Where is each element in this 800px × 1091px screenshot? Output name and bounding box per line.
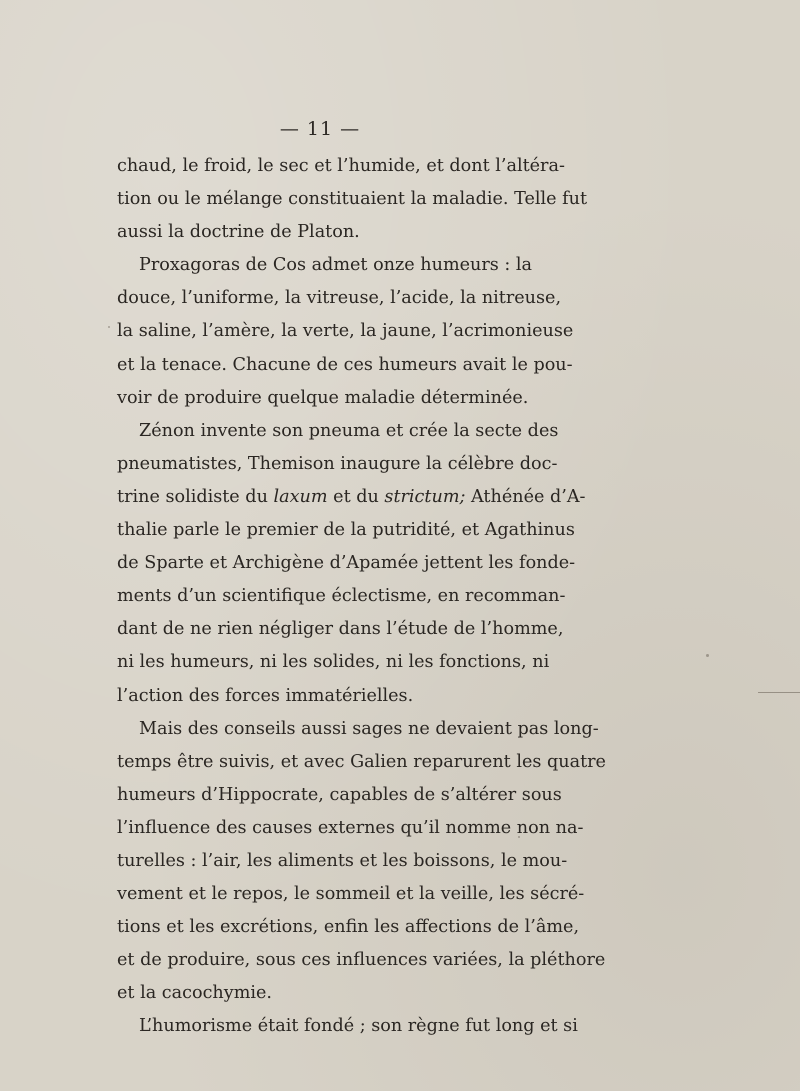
text-line: Proxagoras de Cos admet onze humeurs : la	[139, 255, 533, 276]
text-line: dant de ne rien négliger dans l’étude de l’homme,	[117, 619, 564, 640]
text-line: et la cacochymie.	[117, 983, 273, 1004]
body-text	[117, 150, 606, 1044]
text-line: tions et les excrétions, enfin les affections de l’âme,	[117, 917, 580, 938]
paper-speck	[518, 836, 520, 838]
text-line: aussi la doctrine de Platon.	[117, 222, 360, 243]
text-line-with-italics	[117, 481, 586, 514]
text-line: L’humorisme était fondé ; son règne fut long et si	[139, 1016, 578, 1037]
paper-speck	[706, 654, 709, 657]
text-line: Mais des conseils aussi sages ne devaient pas long-	[139, 718, 599, 739]
italic-term: laxum	[273, 486, 328, 507]
margin-mark	[758, 692, 800, 693]
text-line: temps être suivis, et avec Galien reparurent les quatre	[117, 751, 606, 772]
text-line: voir de produire quelque maladie déterminée.	[117, 387, 529, 408]
paper-speck	[108, 326, 110, 328]
line-fragment: et du	[327, 486, 385, 507]
text-line: humeurs d’Hippocrate, capables de s’altérer sous	[117, 784, 562, 805]
text-line: l’influence des causes externes qu’il nomme non na-	[117, 817, 584, 838]
text-line: tion ou le mélange constituaient la maladie. Telle fut	[117, 189, 588, 210]
text-line: la saline, l’amère, la verte, la jaune, l’acrimonieuse	[117, 321, 574, 342]
text-line: thalie parle le premier de la putridité, et Agathinus	[117, 520, 575, 541]
text-line: Zénon invente son pneuma et crée la secte des	[139, 420, 559, 441]
text-line: l’action des forces immatérielles.	[117, 685, 414, 706]
text-line: vement et le repos, le sommeil et la veille, les sécré-	[117, 884, 585, 905]
text-line: turelles : l’air, les aliments et les boissons, le mou-	[117, 850, 568, 871]
text-line: chaud, le froid, le sec et l’humide, et dont l’altéra-	[117, 156, 565, 176]
italic-term: strictum;	[384, 486, 466, 507]
text-line: douce, l’uniforme, la vitreuse, l’acide, la nitreuse,	[117, 288, 562, 309]
text-line: ni les humeurs, ni les solides, ni les fonctions, ni	[117, 652, 550, 673]
text-line: pneumatistes, Themison inaugure la célèbre doc-	[117, 453, 558, 474]
text-line: et la tenace. Chacune de ces humeurs avait le pou-	[117, 354, 573, 375]
line-fragment: trine solidiste du	[117, 486, 274, 507]
paper-speck	[540, 190, 542, 192]
text-line: et de produire, sous ces influences variées, la pléthore	[117, 950, 606, 971]
line-fragment: Athénée d’A-	[465, 486, 586, 507]
page-number: — 11 —	[279, 118, 361, 140]
text-line: ments d’un scientifique éclectisme, en recomman-	[117, 586, 566, 607]
text-line: de Sparte et Archigène d’Apamée jettent les fonde-	[117, 553, 576, 574]
